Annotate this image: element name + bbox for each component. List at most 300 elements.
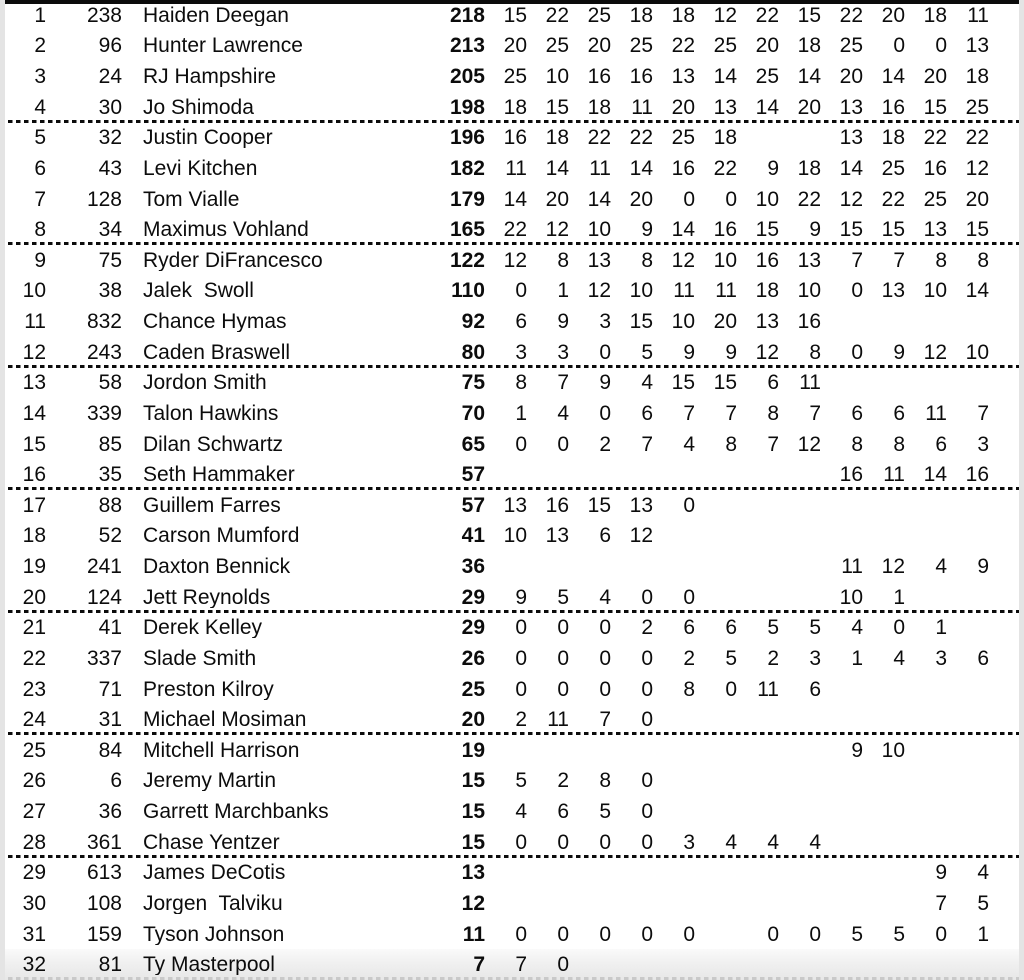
race-score-cell-6: 18 xyxy=(713,127,737,149)
race-score-cell-7: 6 xyxy=(767,372,779,394)
race-score-cell-2: 0 xyxy=(557,678,569,700)
table-row xyxy=(0,735,1024,766)
race-score-cell-7: 22 xyxy=(755,4,779,26)
race-score-cell-12: 11 xyxy=(967,4,989,26)
table-row xyxy=(0,521,1024,552)
race-score-cell-9: 13 xyxy=(839,127,863,149)
race-score-cell-11: 11 xyxy=(925,402,947,424)
race-score-cell-10: 22 xyxy=(881,188,905,210)
race-score-cell-2: 4 xyxy=(557,402,569,424)
race-score-cell-6: 0 xyxy=(725,678,737,700)
table-row xyxy=(0,704,1024,735)
rider-name-cell: Tom Vialle xyxy=(143,188,240,210)
race-score-cell-11: 12 xyxy=(923,341,947,363)
position-cell: 14 xyxy=(22,402,46,424)
total-points-cell: 182 xyxy=(449,157,485,179)
race-score-cell-5: 18 xyxy=(671,4,695,26)
total-points-cell: 36 xyxy=(461,556,485,578)
rider-name-cell: Hunter Lawrence xyxy=(143,35,303,57)
race-score-cell-7: 5 xyxy=(767,617,779,639)
race-score-cell-6: 9 xyxy=(725,341,737,363)
rider-number-cell: 31 xyxy=(98,709,122,731)
race-score-cell-7: 11 xyxy=(757,678,779,700)
race-score-cell-4: 16 xyxy=(629,66,653,88)
race-score-cell-7: 15 xyxy=(755,219,779,241)
rider-name-cell: Chance Hymas xyxy=(143,311,287,333)
rider-name-cell: Dilan Schwartz xyxy=(143,433,284,455)
total-points-cell: 122 xyxy=(449,249,485,271)
race-score-cell-11: 25 xyxy=(923,188,947,210)
race-score-cell-1: 0 xyxy=(515,647,527,669)
rider-number-cell: 32 xyxy=(98,127,122,149)
race-score-cell-1: 5 xyxy=(515,770,527,792)
table-row xyxy=(0,919,1024,950)
position-cell: 29 xyxy=(22,862,46,884)
rider-name-cell: Seth Hammaker xyxy=(143,464,295,486)
rider-name-cell: Maximus Vohland xyxy=(143,219,309,241)
race-score-cell-9: 0 xyxy=(851,341,863,363)
rider-name-cell: Ty Masterpool xyxy=(143,954,275,976)
rider-name-cell: Carson Mumford xyxy=(143,525,300,547)
race-score-cell-3: 0 xyxy=(599,923,611,945)
race-score-cell-11: 22 xyxy=(923,127,947,149)
race-score-cell-12: 9 xyxy=(977,556,989,578)
rider-number-cell: 36 xyxy=(98,801,122,823)
race-score-cell-9: 7 xyxy=(851,249,863,271)
race-score-cell-3: 18 xyxy=(587,96,611,118)
total-points-cell: 75 xyxy=(461,372,485,394)
race-score-cell-11: 1 xyxy=(935,617,947,639)
race-score-cell-10: 0 xyxy=(893,35,905,57)
rider-name-cell: Ryder DiFrancesco xyxy=(143,249,323,271)
race-score-cell-6: 20 xyxy=(713,311,737,333)
position-cell: 26 xyxy=(22,770,46,792)
rider-number-cell: 34 xyxy=(98,219,122,241)
position-cell: 24 xyxy=(22,709,46,731)
race-score-cell-6: 0 xyxy=(725,188,737,210)
race-score-cell-9: 12 xyxy=(839,188,863,210)
race-score-cell-4: 7 xyxy=(641,433,653,455)
race-score-cell-6: 22 xyxy=(713,157,737,179)
race-score-cell-9: 13 xyxy=(839,96,863,118)
race-score-cell-2: 3 xyxy=(557,341,569,363)
rider-number-cell: 238 xyxy=(86,4,122,26)
rider-name-cell: Chase Yentzer xyxy=(143,831,280,853)
race-score-cell-6: 4 xyxy=(725,831,737,853)
table-row xyxy=(0,888,1024,919)
race-score-cell-7: 8 xyxy=(767,402,779,424)
table-row xyxy=(0,398,1024,429)
race-score-cell-9: 25 xyxy=(839,35,863,57)
total-points-cell: 12 xyxy=(461,892,485,914)
race-score-cell-1: 12 xyxy=(503,249,527,271)
race-score-cell-8: 5 xyxy=(809,617,821,639)
race-score-cell-3: 20 xyxy=(587,35,611,57)
race-score-cell-5: 3 xyxy=(683,831,695,853)
race-score-cell-2: 15 xyxy=(545,96,569,118)
race-score-cell-4: 0 xyxy=(641,709,653,731)
total-points-cell: 57 xyxy=(461,494,485,516)
rider-number-cell: 6 xyxy=(110,770,122,792)
race-score-cell-9: 22 xyxy=(839,4,863,26)
table-row xyxy=(0,613,1024,644)
total-points-cell: 25 xyxy=(461,678,485,700)
table-row xyxy=(0,184,1024,215)
race-score-cell-3: 15 xyxy=(587,494,611,516)
race-score-cell-8: 9 xyxy=(809,219,821,241)
race-score-cell-3: 0 xyxy=(599,831,611,853)
total-points-cell: 70 xyxy=(461,402,485,424)
race-score-cell-5: 16 xyxy=(671,157,695,179)
race-score-cell-3: 11 xyxy=(589,157,611,179)
table-row xyxy=(0,582,1024,613)
race-score-cell-2: 5 xyxy=(557,586,569,608)
race-score-cell-1: 22 xyxy=(503,219,527,241)
race-score-cell-11: 0 xyxy=(935,923,947,945)
race-score-cell-5: 8 xyxy=(683,678,695,700)
position-cell: 27 xyxy=(22,801,46,823)
race-score-cell-3: 0 xyxy=(599,341,611,363)
race-score-cell-1: 6 xyxy=(515,311,527,333)
race-score-cell-3: 25 xyxy=(587,4,611,26)
race-score-cell-10: 25 xyxy=(881,157,905,179)
rider-number-cell: 84 xyxy=(98,739,122,761)
race-score-cell-11: 15 xyxy=(923,96,947,118)
race-score-cell-12: 6 xyxy=(977,647,989,669)
total-points-cell: 41 xyxy=(461,525,485,547)
race-score-cell-1: 15 xyxy=(503,4,527,26)
race-score-cell-5: 4 xyxy=(683,433,695,455)
table-row xyxy=(0,858,1024,889)
race-score-cell-8: 6 xyxy=(809,678,821,700)
rider-name-cell: Guillem Farres xyxy=(143,494,281,516)
race-score-cell-5: 14 xyxy=(671,219,695,241)
race-score-cell-9: 16 xyxy=(839,464,863,486)
rider-number-cell: 85 xyxy=(98,433,122,455)
race-score-cell-8: 11 xyxy=(799,372,821,394)
race-score-cell-3: 13 xyxy=(587,249,611,271)
rider-number-cell: 361 xyxy=(86,831,122,853)
race-score-cell-12: 4 xyxy=(977,862,989,884)
race-score-cell-8: 16 xyxy=(797,311,821,333)
race-score-cell-1: 10 xyxy=(503,525,527,547)
race-score-cell-4: 0 xyxy=(641,801,653,823)
race-score-cell-11: 10 xyxy=(923,280,947,302)
race-score-cell-3: 0 xyxy=(599,678,611,700)
race-score-cell-2: 18 xyxy=(545,127,569,149)
race-score-cell-11: 0 xyxy=(935,35,947,57)
race-score-cell-5: 0 xyxy=(683,494,695,516)
total-points-cell: 205 xyxy=(449,66,485,88)
race-score-cell-1: 0 xyxy=(515,433,527,455)
race-score-cell-1: 20 xyxy=(503,35,527,57)
rider-number-cell: 75 xyxy=(98,249,122,271)
total-points-cell: 19 xyxy=(461,739,485,761)
position-cell: 23 xyxy=(22,678,46,700)
race-score-cell-4: 0 xyxy=(641,678,653,700)
position-cell: 3 xyxy=(34,66,46,88)
race-score-cell-1: 7 xyxy=(515,954,527,976)
rider-name-cell: Jeremy Martin xyxy=(143,770,277,792)
race-score-cell-11: 13 xyxy=(923,219,947,241)
race-score-cell-12: 14 xyxy=(965,280,989,302)
race-score-cell-2: 8 xyxy=(557,249,569,271)
race-score-cell-4: 22 xyxy=(629,127,653,149)
race-score-cell-7: 16 xyxy=(755,249,779,271)
race-score-cell-11: 8 xyxy=(935,249,947,271)
total-points-cell: 165 xyxy=(449,219,485,241)
position-cell: 4 xyxy=(34,96,46,118)
race-score-cell-9: 4 xyxy=(851,617,863,639)
race-score-cell-10: 11 xyxy=(883,464,905,486)
race-score-cell-11: 7 xyxy=(935,892,947,914)
position-cell: 12 xyxy=(22,341,46,363)
position-cell: 2 xyxy=(34,35,46,57)
race-score-cell-5: 0 xyxy=(683,188,695,210)
race-score-cell-1: 14 xyxy=(503,188,527,210)
race-score-cell-8: 14 xyxy=(797,66,821,88)
race-score-cell-10: 13 xyxy=(881,280,905,302)
total-points-cell: 26 xyxy=(461,647,485,669)
race-score-cell-9: 15 xyxy=(839,219,863,241)
race-score-cell-3: 7 xyxy=(599,709,611,731)
race-score-cell-3: 22 xyxy=(587,127,611,149)
race-score-cell-3: 8 xyxy=(599,770,611,792)
race-score-cell-3: 16 xyxy=(587,66,611,88)
table-row xyxy=(0,796,1024,827)
rider-name-cell: James DeCotis xyxy=(143,862,286,884)
race-score-cell-9: 10 xyxy=(839,586,863,608)
rider-number-cell: 128 xyxy=(86,188,122,210)
race-score-cell-8: 7 xyxy=(809,402,821,424)
position-cell: 25 xyxy=(22,739,46,761)
race-score-cell-8: 3 xyxy=(809,647,821,669)
race-score-cell-1: 25 xyxy=(503,66,527,88)
race-score-cell-3: 9 xyxy=(599,372,611,394)
race-score-cell-11: 3 xyxy=(935,647,947,669)
race-score-cell-1: 0 xyxy=(515,678,527,700)
race-score-cell-6: 12 xyxy=(713,4,737,26)
race-score-cell-2: 0 xyxy=(557,647,569,669)
race-score-cell-10: 9 xyxy=(893,341,905,363)
race-score-cell-5: 9 xyxy=(683,341,695,363)
race-score-cell-4: 9 xyxy=(641,219,653,241)
race-score-cell-10: 15 xyxy=(881,219,905,241)
race-score-cell-3: 12 xyxy=(587,280,611,302)
race-score-cell-9: 0 xyxy=(851,280,863,302)
race-score-cell-3: 4 xyxy=(599,586,611,608)
race-score-cell-11: 14 xyxy=(923,464,947,486)
race-score-cell-6: 14 xyxy=(713,66,737,88)
rider-name-cell: Levi Kitchen xyxy=(143,157,258,179)
race-score-cell-10: 18 xyxy=(881,127,905,149)
rider-name-cell: Talon Hawkins xyxy=(143,402,279,424)
table-row xyxy=(0,153,1024,184)
total-points-cell: 20 xyxy=(461,709,485,731)
rider-name-cell: Tyson Johnson xyxy=(143,923,285,945)
position-cell: 30 xyxy=(22,892,46,914)
race-score-cell-6: 8 xyxy=(725,433,737,455)
race-score-cell-2: 2 xyxy=(557,770,569,792)
race-score-cell-6: 7 xyxy=(725,402,737,424)
rider-name-cell: Daxton Bennick xyxy=(143,556,291,578)
race-score-cell-1: 1 xyxy=(515,402,527,424)
race-score-cell-1: 16 xyxy=(503,127,527,149)
race-score-cell-2: 14 xyxy=(545,157,569,179)
position-cell: 7 xyxy=(34,188,46,210)
position-cell: 17 xyxy=(22,494,46,516)
race-score-cell-12: 1 xyxy=(977,923,989,945)
total-points-cell: 13 xyxy=(461,862,485,884)
total-points-cell: 80 xyxy=(461,341,485,363)
rider-name-cell: Mitchell Harrison xyxy=(143,739,300,761)
race-score-cell-3: 14 xyxy=(587,188,611,210)
rider-name-cell: Derek Kelley xyxy=(143,617,263,639)
rider-number-cell: 52 xyxy=(98,525,122,547)
race-score-cell-11: 18 xyxy=(923,4,947,26)
race-score-cell-12: 3 xyxy=(977,433,989,455)
race-score-cell-9: 14 xyxy=(839,157,863,179)
table-row xyxy=(0,61,1024,92)
race-score-cell-2: 0 xyxy=(557,923,569,945)
race-score-cell-1: 0 xyxy=(515,923,527,945)
race-score-cell-10: 16 xyxy=(881,96,905,118)
table-row xyxy=(0,245,1024,276)
race-score-cell-3: 6 xyxy=(599,525,611,547)
race-score-cell-12: 13 xyxy=(965,35,989,57)
position-cell: 28 xyxy=(22,831,46,853)
race-score-cell-8: 0 xyxy=(809,923,821,945)
rider-number-cell: 35 xyxy=(98,464,122,486)
race-score-cell-3: 10 xyxy=(587,219,611,241)
rider-number-cell: 243 xyxy=(86,341,122,363)
rider-number-cell: 88 xyxy=(98,494,122,516)
table-row xyxy=(0,459,1024,490)
race-score-cell-5: 2 xyxy=(683,647,695,669)
race-score-cell-1: 11 xyxy=(505,157,527,179)
table-row xyxy=(0,31,1024,62)
race-score-cell-2: 12 xyxy=(545,219,569,241)
race-score-cell-12: 5 xyxy=(977,892,989,914)
race-score-cell-4: 0 xyxy=(641,647,653,669)
race-score-cell-3: 0 xyxy=(599,647,611,669)
table-row xyxy=(0,766,1024,797)
rider-number-cell: 832 xyxy=(86,311,122,333)
rider-number-cell: 24 xyxy=(98,66,122,88)
table-row xyxy=(0,368,1024,399)
race-score-cell-2: 9 xyxy=(557,311,569,333)
race-score-cell-7: 2 xyxy=(767,647,779,669)
race-score-cell-10: 14 xyxy=(881,66,905,88)
race-score-cell-7: 4 xyxy=(767,831,779,853)
position-cell: 15 xyxy=(22,433,46,455)
race-score-cell-2: 6 xyxy=(557,801,569,823)
race-score-cell-7: 10 xyxy=(755,188,779,210)
race-score-cell-4: 12 xyxy=(629,525,653,547)
table-row xyxy=(0,337,1024,368)
rider-name-cell: Garrett Marchbanks xyxy=(143,801,329,823)
right-edge-strip xyxy=(1019,0,1024,980)
position-cell: 31 xyxy=(22,923,46,945)
table-row xyxy=(0,674,1024,705)
race-score-cell-12: 22 xyxy=(965,127,989,149)
race-score-cell-4: 13 xyxy=(629,494,653,516)
race-score-cell-12: 12 xyxy=(965,157,989,179)
rider-name-cell: Michael Mosiman xyxy=(143,709,307,731)
table-row xyxy=(0,0,1024,31)
race-score-cell-2: 13 xyxy=(545,525,569,547)
race-score-cell-10: 12 xyxy=(881,556,905,578)
position-cell: 13 xyxy=(22,372,46,394)
rider-number-cell: 108 xyxy=(86,892,122,914)
race-score-cell-3: 0 xyxy=(599,617,611,639)
race-score-cell-2: 7 xyxy=(557,372,569,394)
race-score-cell-6: 15 xyxy=(713,372,737,394)
race-score-cell-4: 15 xyxy=(629,311,653,333)
total-points-cell: 92 xyxy=(461,311,485,333)
table-row xyxy=(0,643,1024,674)
race-score-cell-7: 12 xyxy=(755,341,779,363)
rider-number-cell: 81 xyxy=(98,954,122,976)
race-score-cell-3: 2 xyxy=(599,433,611,455)
total-points-cell: 218 xyxy=(449,4,485,26)
race-score-cell-7: 13 xyxy=(755,311,779,333)
race-score-cell-2: 0 xyxy=(557,831,569,853)
race-score-cell-2: 16 xyxy=(545,494,569,516)
table-row xyxy=(0,92,1024,123)
race-score-cell-7: 14 xyxy=(755,96,779,118)
total-points-cell: 7 xyxy=(473,954,485,976)
rider-number-cell: 30 xyxy=(98,96,122,118)
position-cell: 22 xyxy=(22,647,46,669)
position-cell: 10 xyxy=(22,280,46,302)
race-score-cell-6: 6 xyxy=(725,617,737,639)
race-score-cell-5: 22 xyxy=(671,35,695,57)
rider-number-cell: 58 xyxy=(98,372,122,394)
rider-number-cell: 43 xyxy=(98,157,122,179)
race-score-cell-5: 20 xyxy=(671,96,695,118)
rider-name-cell: Jalek Swoll xyxy=(143,280,254,302)
race-score-cell-10: 5 xyxy=(893,923,905,945)
total-points-cell: 65 xyxy=(461,433,485,455)
race-score-cell-4: 0 xyxy=(641,770,653,792)
position-cell: 1 xyxy=(34,4,46,26)
race-score-cell-5: 12 xyxy=(671,249,695,271)
rider-number-cell: 241 xyxy=(86,556,122,578)
race-score-cell-5: 0 xyxy=(683,586,695,608)
rider-name-cell: Preston Kilroy xyxy=(143,678,274,700)
table-row xyxy=(0,214,1024,245)
race-score-cell-4: 10 xyxy=(629,280,653,302)
race-score-cell-9: 5 xyxy=(851,923,863,945)
rider-name-cell: Caden Braswell xyxy=(143,341,291,363)
race-score-cell-2: 10 xyxy=(545,66,569,88)
rider-name-cell: Justin Cooper xyxy=(143,127,273,149)
race-score-cell-6: 16 xyxy=(713,219,737,241)
race-score-cell-9: 11 xyxy=(841,556,863,578)
race-score-cell-12: 10 xyxy=(965,341,989,363)
position-cell: 8 xyxy=(34,219,46,241)
race-score-cell-10: 7 xyxy=(893,249,905,271)
race-score-cell-5: 7 xyxy=(683,402,695,424)
race-score-cell-4: 0 xyxy=(641,831,653,853)
race-score-cell-4: 8 xyxy=(641,249,653,271)
race-score-cell-11: 6 xyxy=(935,433,947,455)
rider-number-cell: 71 xyxy=(98,678,122,700)
total-points-cell: 179 xyxy=(449,188,485,210)
rider-number-cell: 124 xyxy=(86,586,122,608)
rider-number-cell: 41 xyxy=(98,617,122,639)
